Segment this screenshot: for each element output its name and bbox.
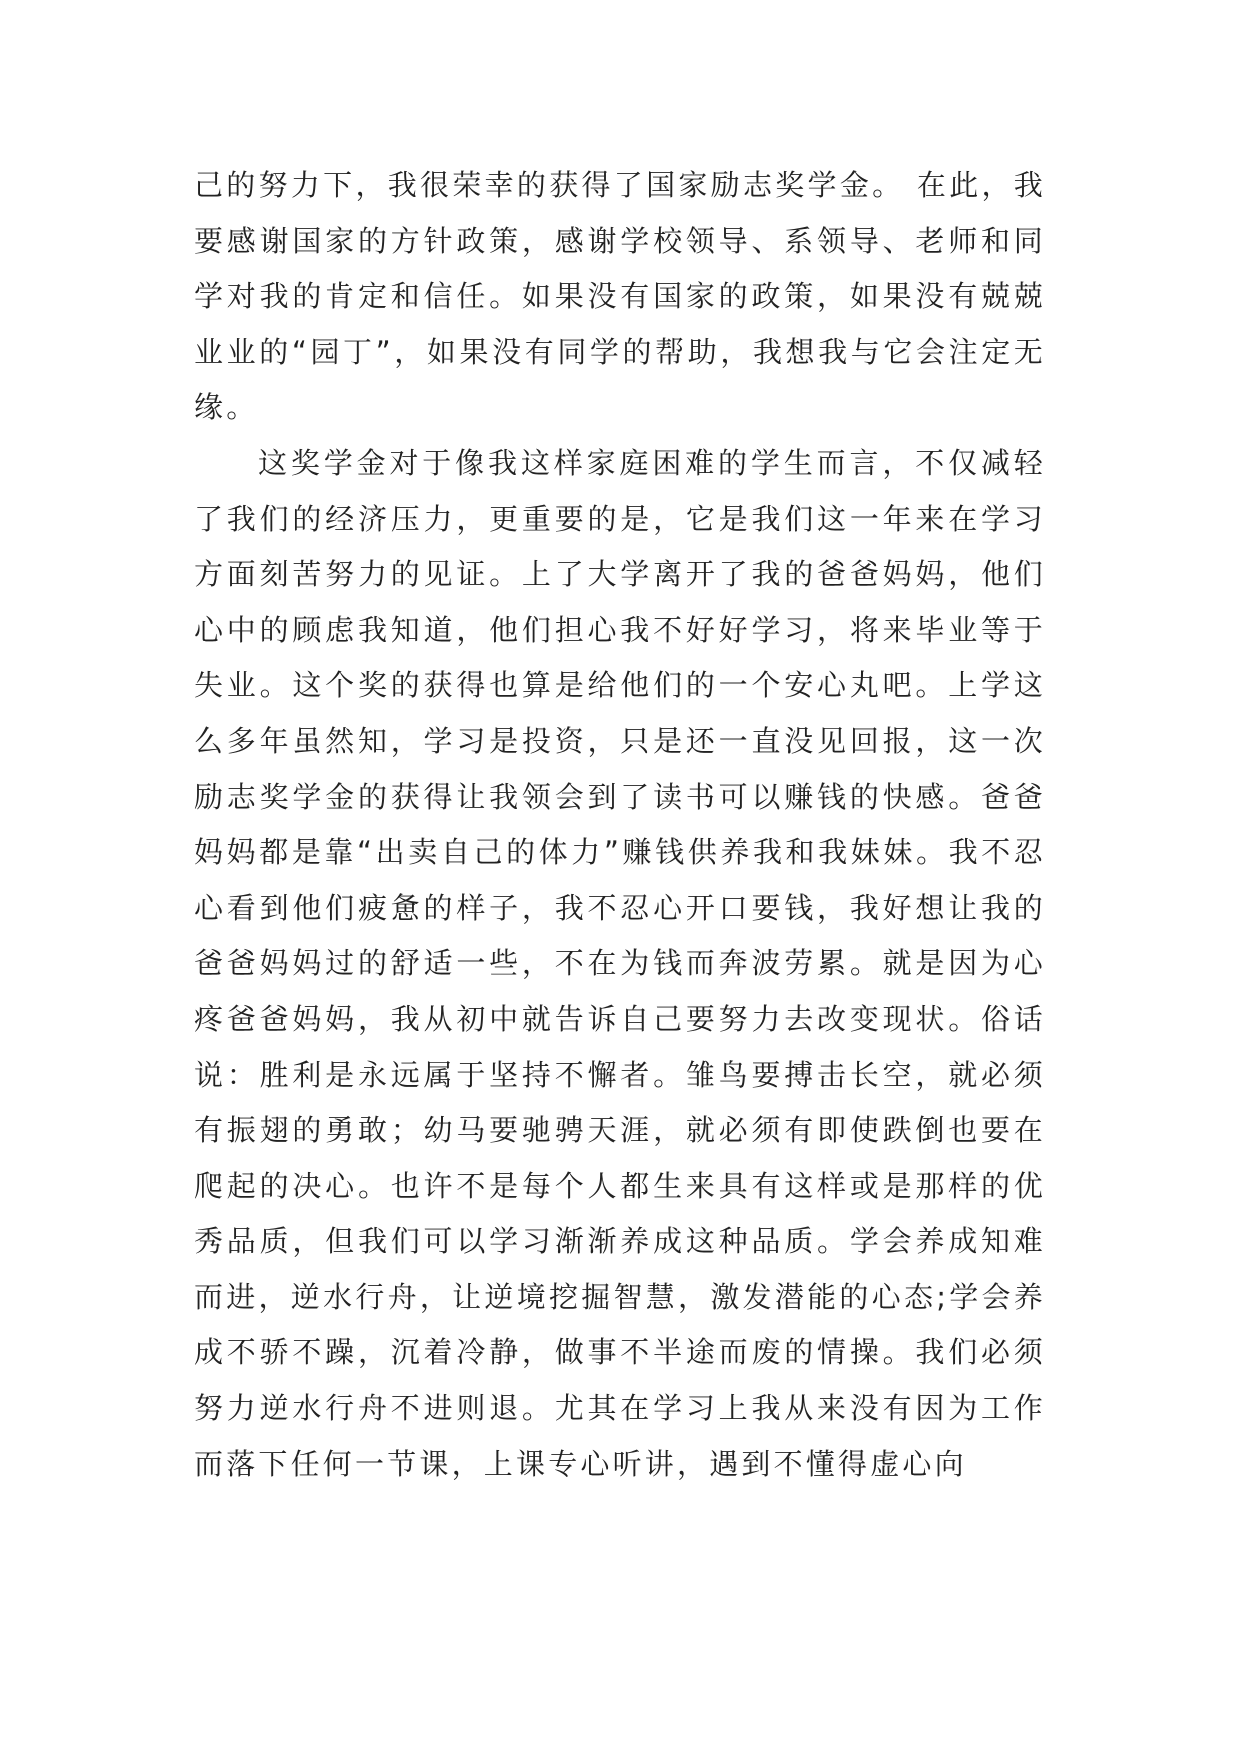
paragraph-1: 己的努力下，我很荣幸的获得了国家励志奖学金。 在此，我要感谢国家的方针政策，感谢学校领导、系领导、老师和同学对我的肯定和信任。如果没有国家的政策，如果没有兢兢业业的“园丁”，如果没有同学的帮助，我想我与它会注定无缘。 bbox=[194, 168, 1046, 425]
paragraph-2: 这奖学金对于像我这样家庭困难的学生而言，不仅减轻了我们的经济压力，更重要的是，它是我们这一年来在学习方面刻苦努力的见证。上了大学离开了我的爸爸妈妈，他们心中的顾虑我知道，他们担心我不好好学习，将来毕业等于失业。这个奖的获得也算是给他们的一个安心丸吧。上学这么多年虽然知，学习是投资，只是还一直没见回报，这一次励志奖学金的获得让我领会到了读书可以赚钱的快感。爸爸妈妈都是靠“出卖自己的体力”赚钱供养我和我妹妹。我不忍心看到他们疲惫的样子，我不忍心开口要钱，我好想让我的爸爸妈妈过的舒适一些，不在为钱而奔波劳累。就是因为心疼爸爸妈妈，我从初中就告诉自己要努力去改变现状。俗话说：胜利是永远属于坚持不懈者。雏鸟要搏击长空，就必须有振翅的勇敢；幼马要驰骋天涯，就必须有即使跌倒也要在爬起的决心。也许不是每个人都生来具有这样或是那样的优秀品质，但我们可以学习渐渐养成这种品质。学会养成知难而进，逆水行舟，让逆境挖掘智慧，激发潜能的心态;学会养成不骄不躁，沉着冷静，做事不半途而废的情操。我们必须努力逆水行舟不进则退。尤其在学习上我从来没有因为工作而落下任何一节课，上课专心听讲，遇到不懂得虚心向 bbox=[194, 445, 1046, 1481]
document-body bbox=[194, 158, 1046, 1492]
